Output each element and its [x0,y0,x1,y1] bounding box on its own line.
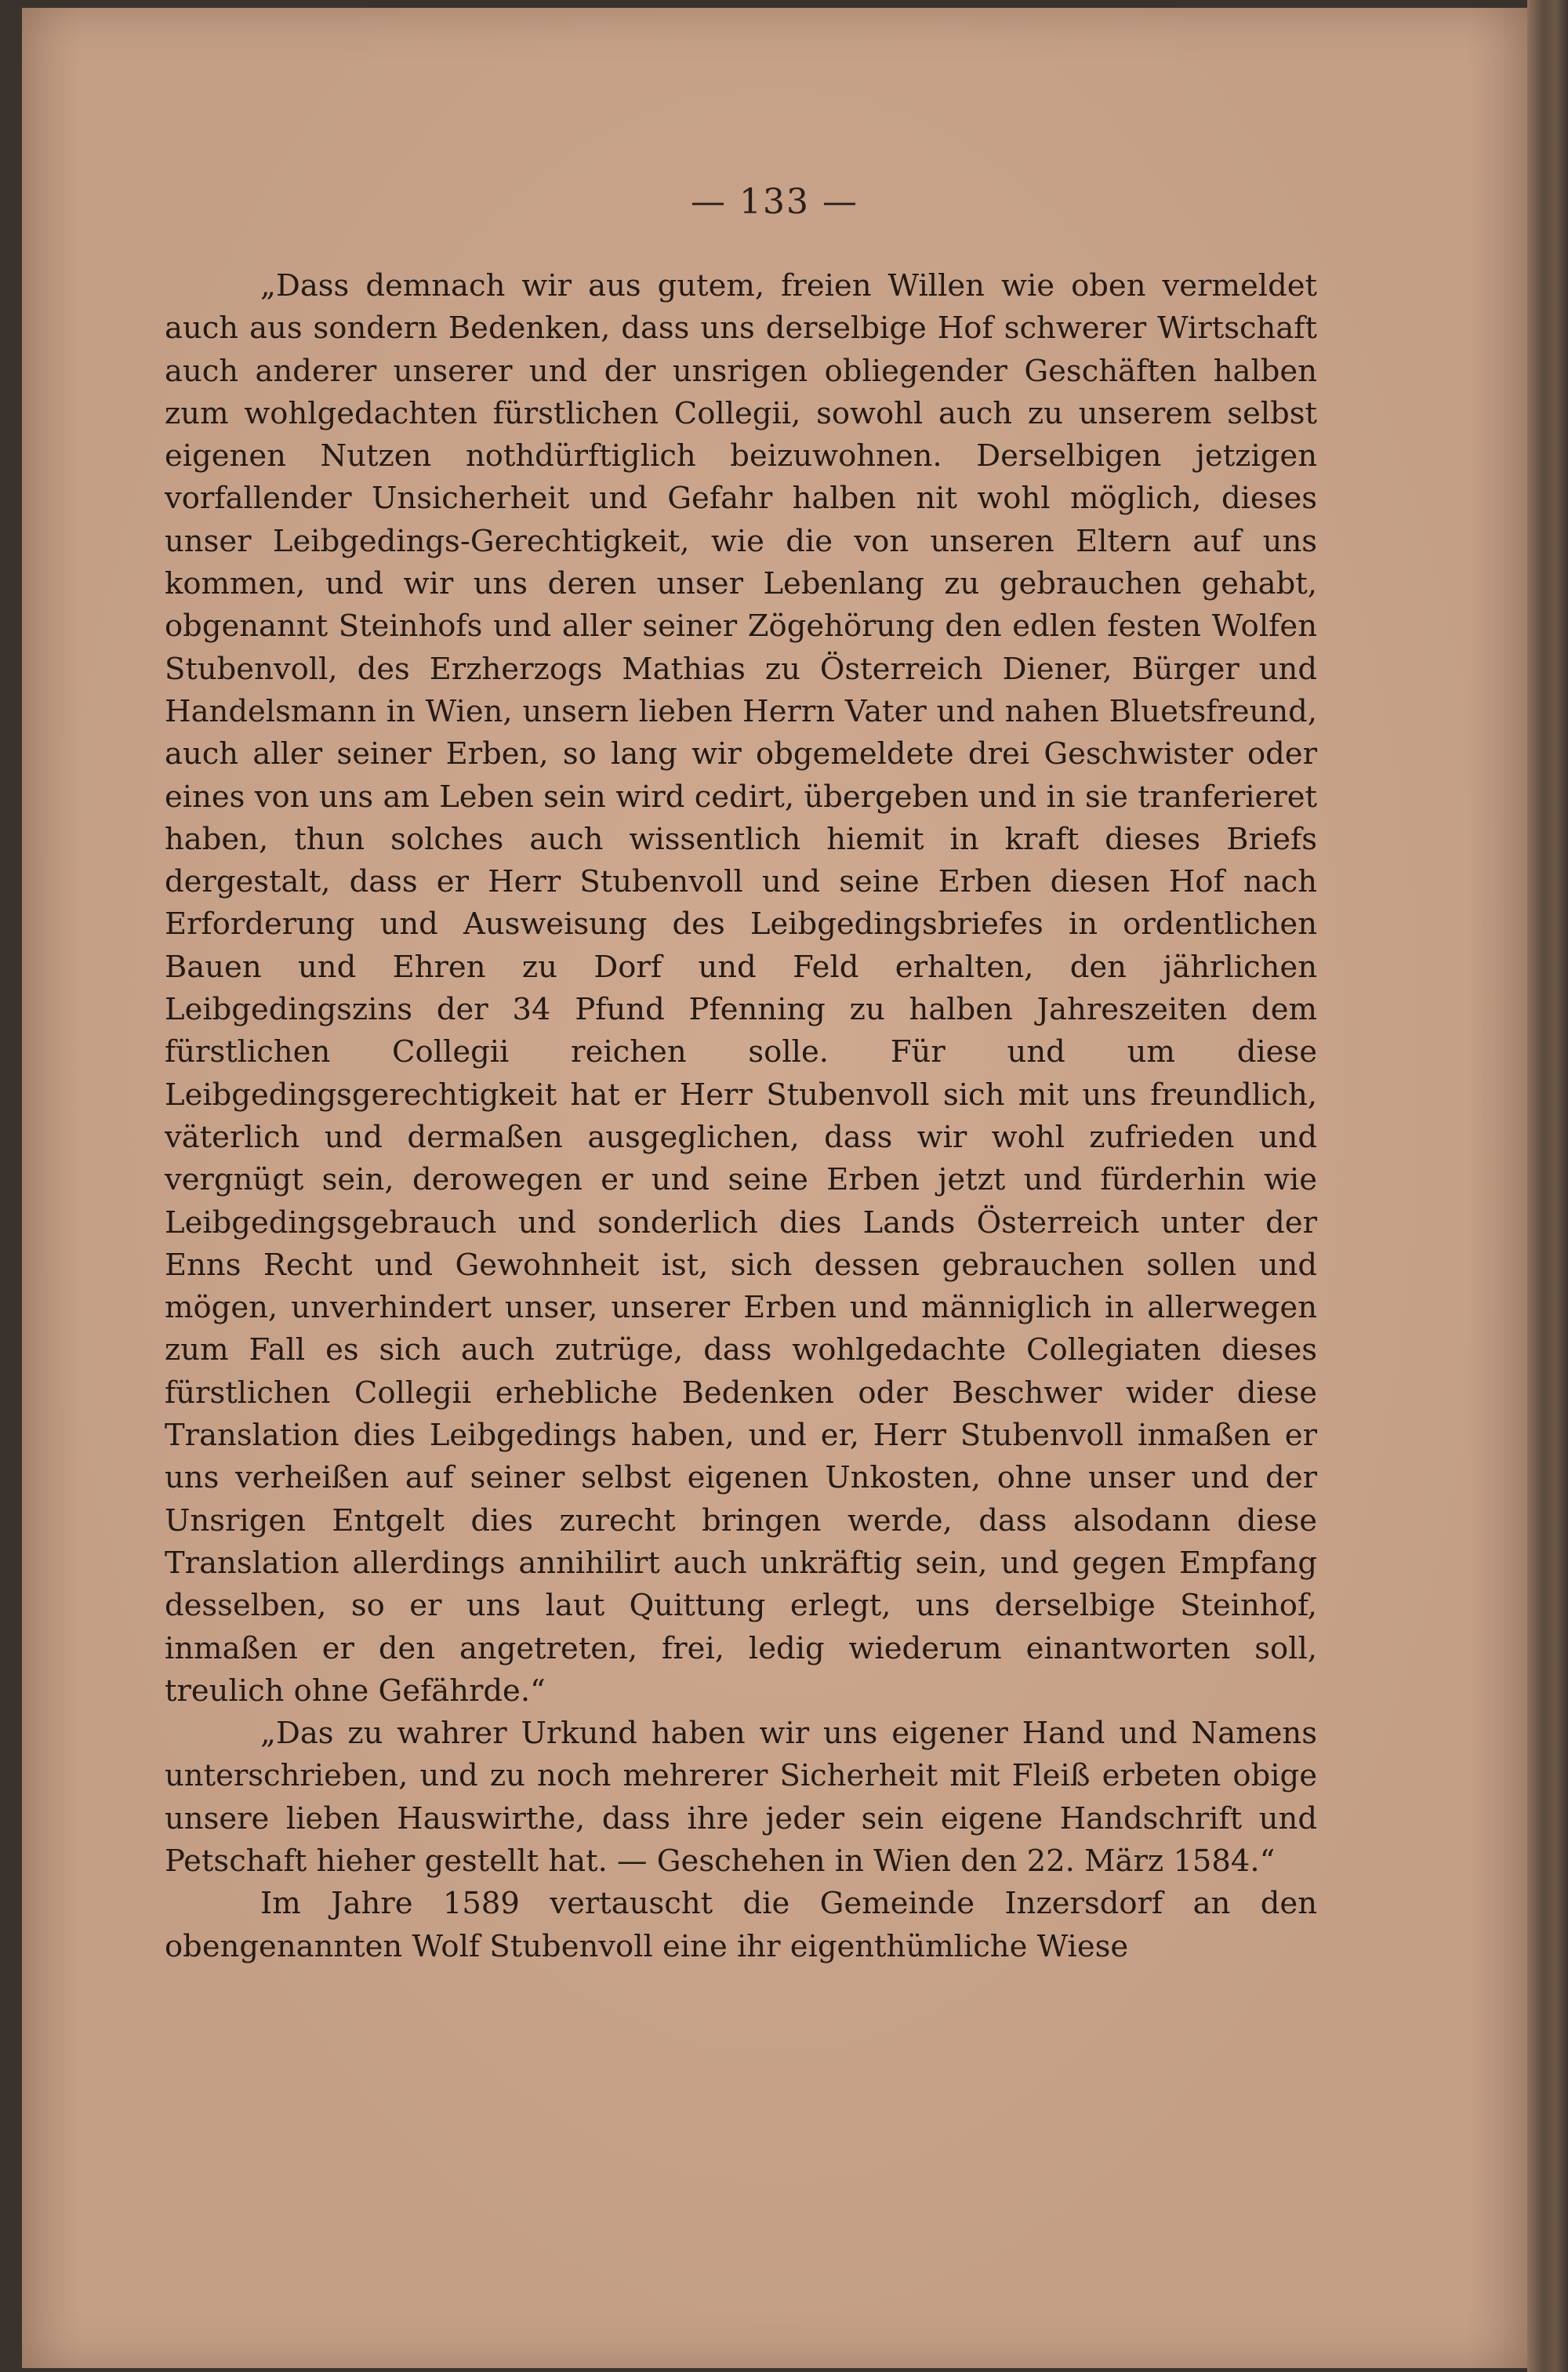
paragraph-2: „Das zu wahrer Urkund haben wir uns eigener Hand und Namens unterschrieben, und zu noch mehrerer Sicherheit mit Fleiß erbeten obige unsere lieben Hauswirthe, dass ihre jeder sein eigene Handschrift und Petschaft hieher gestellt hat. — Geschehen in Wien den 22. März 1584.“ [165,1716,1317,1879]
book-edge [1527,0,1568,2372]
book-page [22,8,1527,2368]
body-text [165,265,1317,1968]
page-number: — 133 — [691,182,858,222]
paragraph-1: „Dass demnach wir aus gutem, freien Willen wie oben vermeldet auch aus sondern Bedenken, dass uns derselbige Hof schwerer Wirtschaft auch anderer unserer und der unsrigen obliegender Geschäften halben zum wohlgedachten fürstlichen Collegii, sowohl auch zu unserem selbst eigenen Nutzen nothdürftiglich beizuwohnen. Derselbigen jetzigen vorfallender Unsicherheit und Gefahr halben nit wohl möglich, dieses unser Leibgedings-Gerechtigkeit, wie die von unseren Eltern auf uns kommen, und wir uns deren unser Lebenlang zu gebrauchen gehabt, obgenannt Steinhofs und aller seiner Zögehörung den edlen festen Wolfen Stubenvoll, des Erzherzogs Mathias zu Österreich Diener, Bürger und Handelsmann in Wien, unsern lieben Herrn Vater und nahen Bluetsfreund, auch aller seiner Erben, so lang wir obgemeldete drei Geschwister oder eines von uns am Leben sein wird cedirt, übergeben und in sie tranferieret haben, thun solches auch wissentlich hiemit in kraft dieses Briefs dergestalt, dass er Herr Stubenvoll und seine Erben diesen Hof nach Erforderung und Ausweisung des Leibgedingsbriefes in ordentlichen Bauen und Ehren zu Dorf und Feld erhalten, den jährlichen Leibgedingszins der 34 Pfund Pfenning zu halben Jahreszeiten dem fürstlichen Collegii reichen solle. Für und um diese Leibgedingsgerechtigkeit hat er Herr Stubenvoll sich mit uns freundlich, väterlich und dermaßen ausgeglichen, dass wir wohl zufrieden und vergnügt sein, derowegen er und seine Erben jetzt und fürderhin wie Leibgedingsgebrauch und sonderlich dies Lands Österreich unter der Enns Recht und Gewohnheit ist, sich dessen gebrauchen sollen und mögen, unverhindert unser, unserer Erben und männiglich in allerwegen zum Fall es sich auch zutrüge, dass wohlgedachte Collegiaten dieses fürstlichen Collegii erhebliche Bedenken oder Beschwer wider diese Translation dies Leibgedings haben, und er, Herr Stubenvoll inmaßen er uns verheißen auf seiner selbst eigenen Unkosten, ohne unser und der Unsrigen Entgelt dies zurecht bringen werde, dass alsodann diese Translation allerdings annihilirt auch unkräftig sein, und gegen Empfang desselben, so er uns laut Quittung erlegt, uns derselbige Steinhof, inmaßen er den angetreten, frei, ledig wiederum einantworten soll, treulich ohne Gefährde.“ [165,268,1317,1709]
paragraph-3: Im Jahre 1589 vertauscht die Gemeinde Inzersdorf an den obengenannten Wolf Stubenvoll eine ihr eigenthümliche Wiese [165,1886,1317,1964]
